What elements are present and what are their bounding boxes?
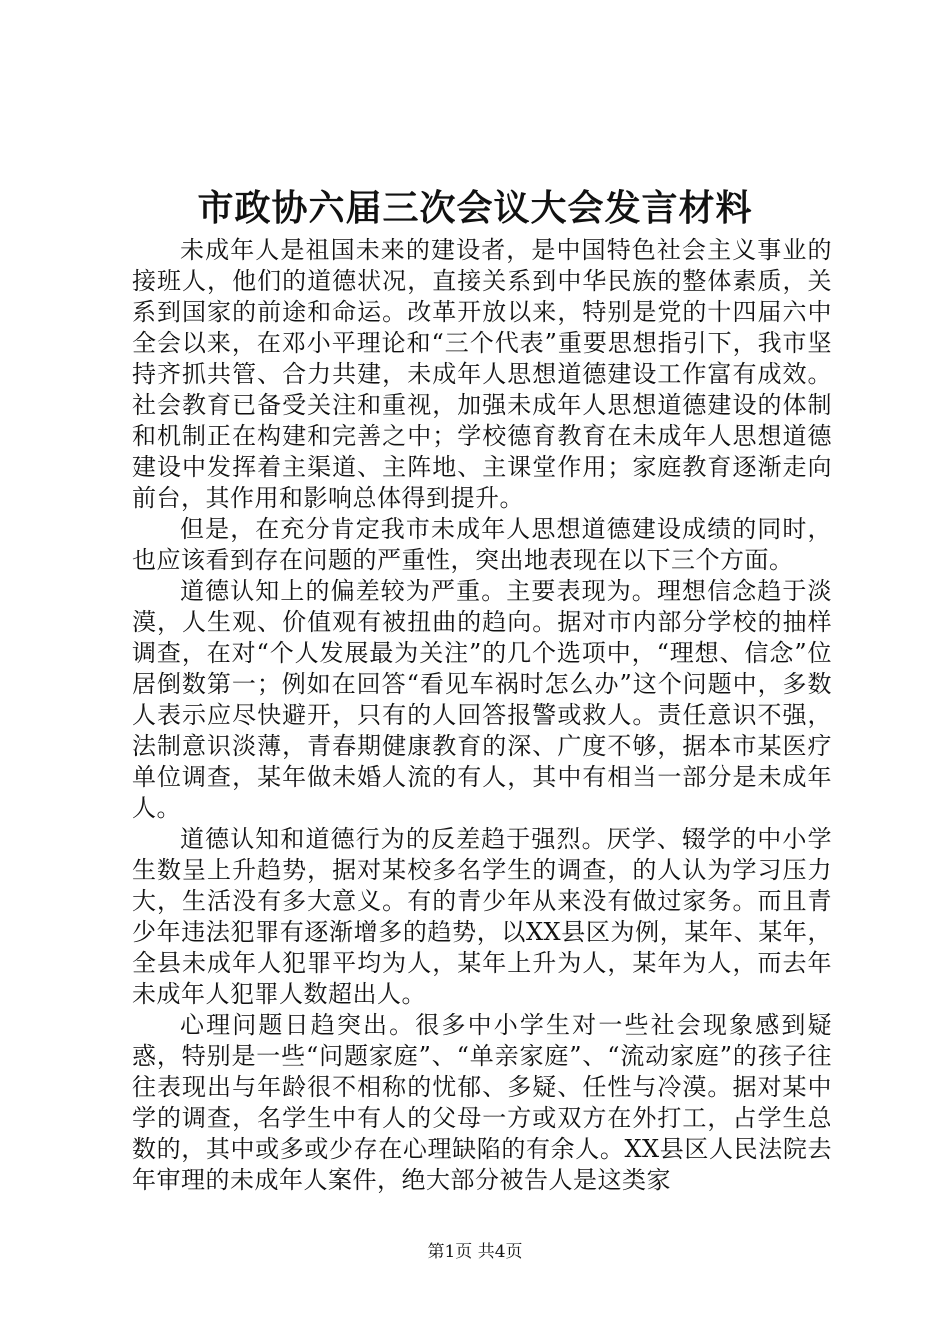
paragraph-intro: 未成年人是祖国未来的建设者，是中国特色社会主义事业的接班人，他们的道德状况，直接关系到中华民族的整体素质，关系到国家的前途和命运。改革开放以来，特别是党的十四届六中全会以来，在邓小平理论和“三个代表”重要思想指引下，我市坚持齐抓共管、合力共建，未成年人思想道德建设工作富有成效。社会教育已备受关注和重视，加强未成年人思想道德建设的体制和机制正在构建和完善之中；学校德育教育在未成年人思想道德建设中发挥着主渠道、主阵地、主课堂作用；家庭教育逐渐走向前台，其作用和影响总体得到提升。 — [132, 236, 832, 512]
document-title: 市政协六届三次会议大会发言材料 — [197, 187, 753, 229]
paragraph-moral-cognition: 道德认知上的偏差较为严重。主要表现为。理想信念趋于淡漠，人生观、价值观有被扭曲的趋向。据对市内部分学校的抽样调查，在对“个人发展最为关注”的几个选项中，“理想、信念”位居倒数第一；例如在回答“看见车祸时怎么办”这个问题中，多数人表示应尽快避开，只有的人回答报警或救人。责任意识不强，法制意识淡薄，青春期健康教育的深、广度不够，据本市某医疗单位调查，某年做未婚人流的有人，其中有相当一部分是未成年人。 — [132, 577, 832, 822]
document-body — [132, 235, 832, 1196]
paragraph-transition: 但是，在充分肯定我市未成年人思想道德建设成绩的同时，也应该看到存在问题的严重性，突出地表现在以下三个方面。 — [132, 515, 832, 574]
paragraph-moral-behavior: 道德认知和道德行为的反差趋于强烈。厌学、辍学的中小学生数呈上升趋势，据对某校多名学生的调查，的人认为学习压力大，生活没有多大意义。有的青少年从来没有做过家务。而且青少年违法犯罪有逐渐增多的趋势，以XX县区为例，某年、某年，全县未成年人犯罪平均为人，某年上升为人，某年为人，而去年未成年人犯罪人数超出人。 — [132, 825, 832, 1008]
page-footer: 第1页 共4页 — [427, 1242, 523, 1262]
paragraph-psychology: 心理问题日趋突出。很多中小学生对一些社会现象感到疑惑，特别是一些“问题家庭”、“单亲家庭”、“流动家庭”的孩子往往表现出与年龄很不相称的忧郁、多疑、任性与冷漠。据对某中学的调查，名学生中有人的父母一方或双方在外打工，占学生总数的，其中或多或少存在心理缺陷的有余人。XX县区人民法院去年审理的未成年人案件，绝大部分被告人是这类家 — [132, 1011, 832, 1194]
